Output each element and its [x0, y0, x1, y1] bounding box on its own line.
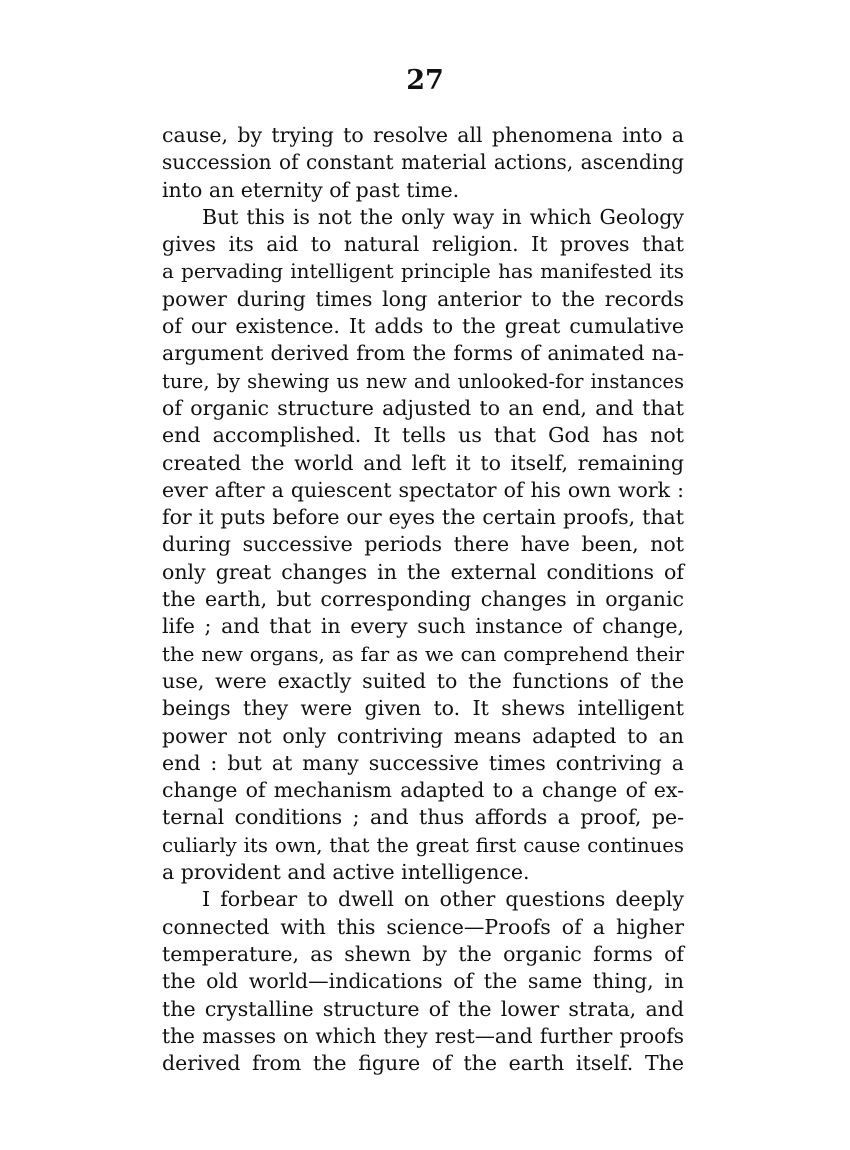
text-line: of our existence. It adds to the great cumulative — [162, 314, 684, 339]
text-line: argument derived from the forms of animated na- — [162, 341, 684, 366]
text-line: culiarly its own, that the great first cause continues — [162, 833, 684, 857]
text-line: power not only contriving means adapted to an — [162, 723, 684, 748]
text-line: the old world—indications of the same thing, in — [162, 969, 684, 994]
text-line: ever after a quiescent spectator of his own work : — [162, 477, 684, 502]
text-line: succession of constant material actions, ascending — [162, 150, 684, 175]
text-line: into an eternity of past time. — [162, 177, 460, 202]
page-number: 27 — [406, 65, 444, 96]
text-line: life ; and that in every such instance of change, — [162, 614, 684, 639]
text-line: ternal conditions ; and thus affords a proof, pe- — [162, 805, 684, 830]
text-line: only great changes in the external conditions of — [162, 559, 684, 584]
text-line: the new organs, as far as we can comprehend their — [162, 642, 684, 666]
text-line: for it puts before our eyes the certain proofs, that — [162, 505, 684, 530]
text-line: beings they were given to. It shews intelligent — [162, 696, 684, 721]
paragraph-start-line: I forbear to dwell on other questions deeply — [202, 887, 684, 912]
text-line: the masses on which they rest—and further proofs — [162, 1023, 684, 1048]
text-line: end : but at many successive times contriving a — [162, 750, 684, 775]
text-line: a provident and active intelligence. — [162, 860, 530, 885]
text-line: temperature, as shewn by the organic forms of — [162, 941, 684, 966]
text-line: use, were exactly suited to the functions of the — [162, 668, 684, 693]
paragraph-start-line: But this is not the only way in which Geology — [202, 204, 684, 229]
text-line: the crystalline structure of the lower strata, and — [162, 996, 684, 1021]
text-line: ture, by shewing us new and unlooked-for instances — [162, 369, 684, 393]
text-line: connected with this science—Proofs of a higher — [162, 914, 684, 939]
text-line: cause, by trying to resolve all phenomena into a — [162, 123, 684, 147]
text-line: derived from the figure of the earth itself. The — [162, 1051, 684, 1076]
text-line: power during times long anterior to the records — [162, 286, 684, 311]
text-line: a pervading intelligent principle has manifested its — [162, 260, 684, 284]
text-line: of organic structure adjusted to an end, and that — [162, 395, 684, 420]
text-line: created the world and left it to itself, remaining — [162, 450, 684, 475]
text-line: change of mechanism adapted to a change of ex- — [162, 778, 684, 803]
text-line: end accomplished. It tells us that God has not — [162, 423, 684, 448]
body-text — [162, 122, 684, 1077]
text-line: the earth, but corresponding changes in organic — [162, 587, 684, 612]
text-line: during successive periods there have been, not — [162, 532, 684, 557]
text-line: gives its aid to natural religion. It proves that — [162, 232, 684, 257]
